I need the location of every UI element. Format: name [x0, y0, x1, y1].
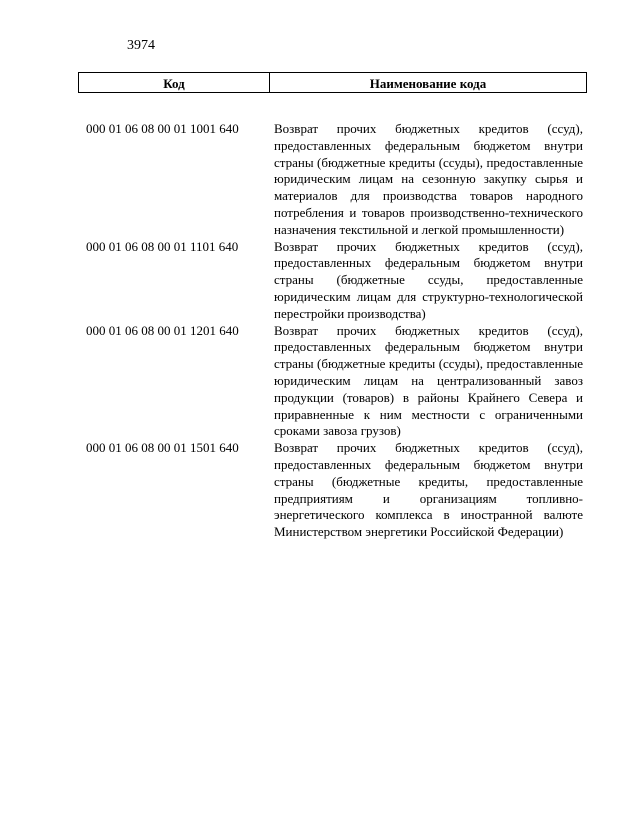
table-row — [86, 121, 586, 239]
table-row — [86, 440, 586, 541]
page-number: 3974 — [127, 38, 155, 53]
row-code: 000 01 06 08 00 01 1101 640 — [86, 238, 239, 254]
row-description: Возврат прочих бюджетных кредитов (ссуд), предоставленных федеральным бюджетом внутри страны (бюджетные кредиты (ссуды), предоставленные юридическим лицам на сезонную закупку сырья и материалов для производства товаров народного потребления и товаров производственно-технического назначения текстильной и легкой промышленности) — [274, 121, 583, 237]
column-header-name: Наименование кода — [369, 76, 487, 91]
row-code: 000 01 06 08 00 01 1001 640 — [86, 121, 239, 136]
row-description: Возврат прочих бюджетных кредитов (ссуд), предоставленных федеральным бюджетом внутри страны (бюджетные кредиты (ссуды), предоставленные юридическим лицам на централизованный завоз продукции (товаров) в районы Крайнего Севера и приравненные к ним местности с ограниченными сроками завоза грузов) — [274, 322, 583, 439]
table-body — [86, 121, 586, 541]
table-header — [78, 72, 587, 93]
row-code: 000 01 06 08 00 01 1501 640 — [86, 440, 239, 456]
table-row — [86, 239, 586, 323]
row-description: Возврат прочих бюджетных кредитов (ссуд), предоставленных федеральным бюджетом внутри страны (бюджетные ссуды, предоставленные юридическим лицам для структурно-технологической перестройки производства) — [274, 238, 583, 321]
table-row — [86, 323, 586, 441]
row-description: Возврат прочих бюджетных кредитов (ссуд), предоставленных федеральным бюджетом внутри страны (бюджетные кредиты, предоставленные предприятиям и организациям топливно-энергетического комплекса в иностранной валюте Министерством энергетики Российской Федерации) — [274, 440, 583, 540]
column-header-code: Код — [79, 73, 270, 92]
row-code: 000 01 06 08 00 01 1201 640 — [86, 322, 239, 338]
